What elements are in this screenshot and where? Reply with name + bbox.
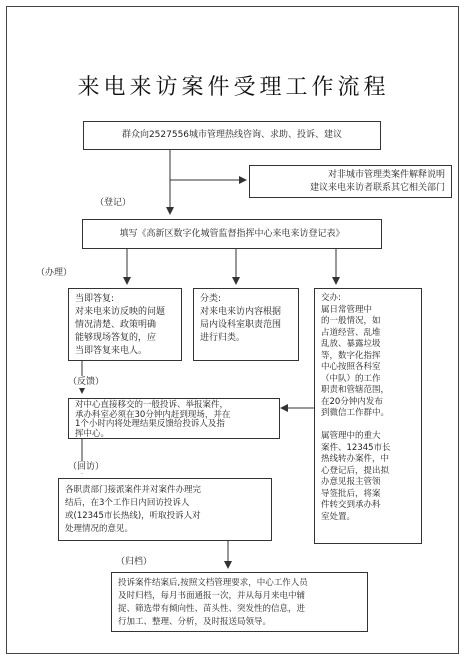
- step-classify: 分类: 对来电来访内容根据 局内设科室职责范围 进行归类。: [193, 288, 299, 361]
- tag-register: （登记）: [95, 198, 132, 208]
- step-explain: 对非城市管理类案件解释说明 建议来电来访者联系其它相关部门: [249, 165, 452, 198]
- step-archive: 投诉案件结案后,按照文档管理要求，中心工作人员 及时归档，每月书面通报一次，并从每月来电中辅 捉、筛选带有倾向性、苗头性、突发性的信息，进 行加工、整理、分析，及时报送局领导。: [111, 572, 368, 632]
- tag-feedback: （反馈）: [68, 377, 105, 387]
- tag-handle: （办理）: [36, 268, 73, 278]
- step-feedback: 对中心直接移交的一般投诉、举报案件， 承办科室必须在30分钟内赶到现场，并在 1个小时内将处理结果反馈给投诉人及指 挥中心。: [68, 398, 280, 439]
- step-register: 填写《高新区数字化城管监督指挥中心来电来访登记表》: [82, 219, 382, 249]
- step-inquiry: 群众向2527556城市管理热线咨询、求助、投诉、建议: [83, 121, 381, 150]
- tag-archive: （归档）: [116, 557, 153, 567]
- step-answer: 当即答复: 对来电来访反映的问题 情况清楚、政策明确 能够现场答复的，应 当即答复来电人。: [68, 288, 182, 361]
- step-revisit: 各职责部门接派案件并对案件办理完 结后，在3个工作日内回访投诉人 或(12345市长热线)，听取投诉人对 处理情况的意见。: [58, 478, 272, 541]
- step-transfer: 交办: 属日常管理中 的一般情况，如 占道经营、乱堆 乱放、暴露垃圾 等，数字化指挥 中心按照各科室 （中队）的工作 职责和管辖范围， 在20分钟内发布 到微信工作群中。 属管理中的重大 案件、12345市长 热线转办案件，中 心登记后，提出拟 办意见报主管领 导签批后，将案 件转交到承办科 室处置。: [314, 288, 422, 544]
- page-title: 来电来访案件受理工作流程: [77, 75, 390, 100]
- tag-revisit: （回访）: [68, 462, 105, 472]
